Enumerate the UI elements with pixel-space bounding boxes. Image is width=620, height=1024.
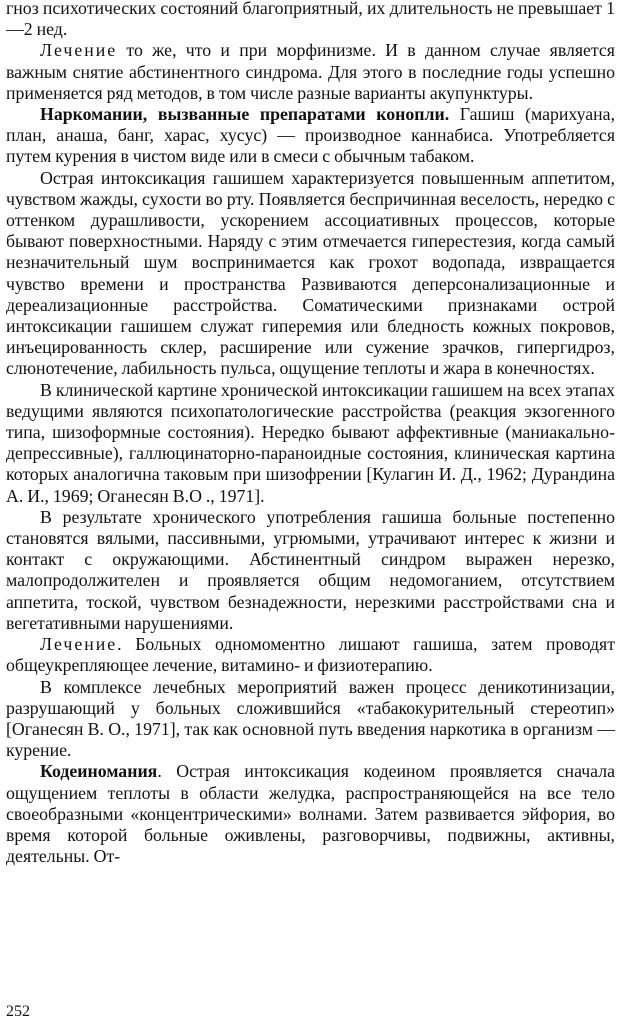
paragraph-acute-intoxication xyxy=(6,168,615,380)
section-heading: Кодеиномания xyxy=(40,761,158,782)
paragraph-text: . Острая интоксикация кодеином проявляется сначала ощущением теплоты в области желудка, распространяющейся на все тело своеобразными «концентрическими» волнами. Затем развивается эйфория, во время которой больные оживлены, разговорчивы, подвижны, активны, деятельны. От- xyxy=(6,761,615,867)
paragraph-chronic-use-results xyxy=(6,507,615,634)
paragraph-text: Острая интоксикация гашишем характеризуется повышенным аппетитом, чувством жажды, сухости во рту. Появляется беспричинная веселость, нередко с оттенком дурашливости, ускорением ассоциативных процессов, которые бывают поверхностными. Наряду с этим отмечается гиперестезия, когда самый незначительный шум воспринимается как грохот водопада, извращается чувство времени и пространства Развиваются деперсонализационные и дереализационные расстройства. Соматическими признаками острой интоксикации гашишем служат гиперемия или бледность кожных покровов, инъецированность склер, расширение или сужение зрачков, гипергидроз, слюнотечение, лабильность пульса, ощущение теплоты и жара в конечностях. xyxy=(6,167,615,379)
paragraph-text: В комплексе лечебных мероприятий важен процесс деникотинизации, разрушающий у больных сложившийся «табакокурительный стереотип» [Оганесян В. О., 1971], так как основной путь введения наркотика в организм — курение. xyxy=(6,676,615,761)
paragraph-lead-spaced: Лечение xyxy=(40,40,118,61)
section-heading: Наркомании, вызванные препаратами конопли. xyxy=(40,104,450,125)
paragraph-cannabis-heading xyxy=(6,104,615,168)
paragraph-treatment-morphinism xyxy=(6,40,615,104)
paragraph-denicotinization xyxy=(6,677,615,762)
paragraph-codeinomania xyxy=(6,761,615,867)
paragraph-text: Гашиш (марихуана, план, анаша, банг, харас, хусус) — производное каннабиса. Употребляется путем курения в чистом виде или в смеси с обычным табаком. xyxy=(6,104,616,167)
paragraph-text: то же, что и при морфинизме. И в данном случае является важным снятие абстинентного синдрома. Для этого в последние годы успешно применяется ряд методов, в том числе разные варианты акупунктуры. xyxy=(6,40,615,103)
paragraph-text: В результате хронического употребления гашиша больные постепенно становятся вялыми, пассивными, угрюмыми, утрачивают интерес к жизни и контакт с окружающими. Абстинентный синдром выражен нерезко, малопродолжителен и проявляется общим недомоганием, отсутствием аппетита, тоской, чувством безнадежности, нерезкими расстройствами сна и вегетативными нарушениями. xyxy=(6,506,615,633)
paragraph-text: В клинической картине хронической интоксикации гашишем на всех этапах ведущими являются психопатологические расстройства (реакция экзогенного типа, шизоформные состояния). Нередко бывают аффективные (маниакально-депрессивные), галлюцинаторно-параноидные состояния, клиническая картина которых аналогична таковым при шизофрении [Кулагин И. Д., 1962; Дурандина А. И., 1969; Оганесян В.О ., 1971]. xyxy=(6,379,615,506)
paragraph-treatment-hashish xyxy=(6,634,615,676)
page-number: 252 xyxy=(6,1003,30,1020)
paragraph-chronic-intoxication xyxy=(6,380,615,507)
paragraph-lead-spaced: Лечение xyxy=(40,634,118,655)
paragraph-text: . Больных одномоментно лишают гашиша, затем проводят общеукрепляющее лечение, витамино- и физиотерапию. xyxy=(6,634,615,676)
book-page xyxy=(6,0,615,1024)
paragraph-text: гноз психотических состояний благоприятный, их длительность не превышает 1—2 нед. xyxy=(6,0,615,40)
body-text xyxy=(6,0,615,867)
paragraph-continuation xyxy=(6,0,615,40)
